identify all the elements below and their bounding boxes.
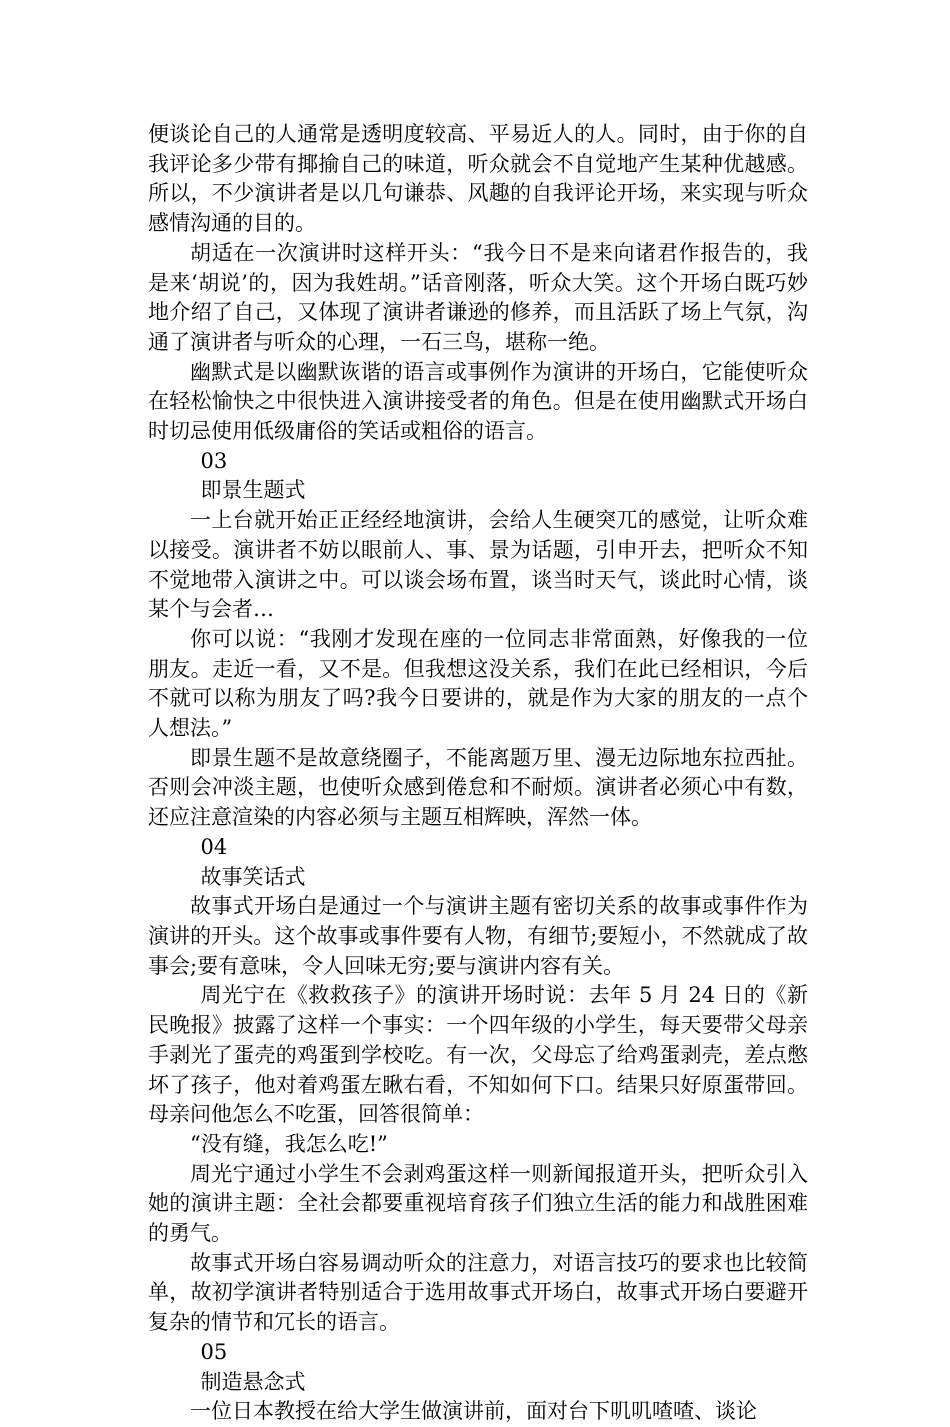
paragraph-story-example: 周光宁在《救救孩子》的演讲开场时说：去年 5 月 24 日的《新民晚报》披露了这样一个事实：一个四年级的小学生，每天要带父母亲手剥光了蛋壳的鸡蛋到学校吃。有一次，父母忘了给鸡蛋剥壳，差点憋坏了孩子，他对着鸡蛋左瞅右看，不知如何下口。结果只好原蛋带回。母亲问他怎么不吃蛋，回答很简单： bbox=[148, 983, 808, 1127]
section-title-suspense: 制造悬念式 bbox=[200, 1369, 306, 1394]
paragraph-story-quote: “没有缝，我怎么吃!” bbox=[190, 1131, 388, 1156]
paragraph-scene-caution: 即景生题不是故意绕圈子，不能离题万里、漫无边际地东拉西扯。否则会冲淡主题，也使听众感到倦怠和不耐烦。演讲者必须心中有数，还应注意渲染的内容必须与主题互相辉映，浑然一体。 bbox=[148, 745, 808, 830]
section-title-scene: 即景生题式 bbox=[200, 478, 306, 503]
section-number-05: 05 bbox=[200, 1339, 228, 1364]
section-number-04: 04 bbox=[200, 834, 228, 859]
paragraph-humor-style: 幽默式是以幽默诙谐的语言或事例作为演讲的开场白，它能使听众在轻松愉快之中很快进入演讲接受者的角色。但是在使用幽默式开场白时切忌使用低级庸俗的笑话或粗俗的语言。 bbox=[148, 359, 808, 444]
document-body bbox=[148, 120, 808, 1427]
paragraph-self-commentary: 便谈论自己的人通常是透明度较高、平易近人的人。同时，由于你的自我评论多少带有揶揄自己的味道，听众就会不自觉地产生某种优越感。所以，不少演讲者是以几句谦恭、风趣的自我评论开场，来实现与听众感情沟通的目的。 bbox=[148, 122, 808, 236]
section-number-03: 03 bbox=[200, 448, 228, 473]
paragraph-scene-example: 你可以说：“我刚才发现在座的一位同志非常面熟，好像我的一位朋友。走近一看，又不是。但我想这没关系，我们在此已经相识，今后不就可以称为朋友了吗?我今日要讲的，就是作为大家的朋友的一点个人想法。” bbox=[148, 626, 808, 741]
paragraph-story-summary: 故事式开场白容易调动听众的注意力，对语言技巧的要求也比较简单，故初学演讲者特别适合于选用故事式开场白，故事式开场白要避开复杂的情节和冗长的语言。 bbox=[148, 1250, 808, 1335]
paragraph-story-theme: 周光宁通过小学生不会剥鸡蛋这样一则新闻报道开头，把听众引入她的演讲主题：全社会都要重视培育孩子们独立生活的能力和战胜困难的勇气。 bbox=[148, 1161, 808, 1246]
paragraph-scene-intro: 一上台就开始正正经经地演讲，会给人生硬突兀的感觉，让听众难以接受。演讲者不妨以眼前人、事、景为话题，引申开去，把听众不知不觉地带入演讲之中。可以谈会场布置，谈当时天气，谈此时心情，谈某个与会者… bbox=[148, 508, 808, 622]
paragraph-hu-shi-example: 胡适在一次演讲时这样开头：“我今日不是来向诸君作报告的，我是来‘胡说’的，因为我姓胡。”话音刚落，听众大笑。这个开场白既巧妙地介绍了自己，又体现了演讲者谦逊的修养，而且活跃了场上气氛，沟通了演讲者与听众的心理，一石三鸟，堪称一绝。 bbox=[148, 240, 808, 354]
section-title-story: 故事笑话式 bbox=[200, 864, 306, 889]
paragraph-story-intro: 故事式开场白是通过一个与演讲主题有密切关系的故事或事件作为演讲的开头。这个故事或事件要有人物，有细节;要短小，不然就成了故事会;要有意味，令人回味无穷;要与演讲内容有关。 bbox=[148, 894, 808, 978]
paragraph-suspense-intro: 一位日本教授在给大学生做演讲前，面对台下叽叽喳喳、谈论 bbox=[190, 1399, 757, 1424]
